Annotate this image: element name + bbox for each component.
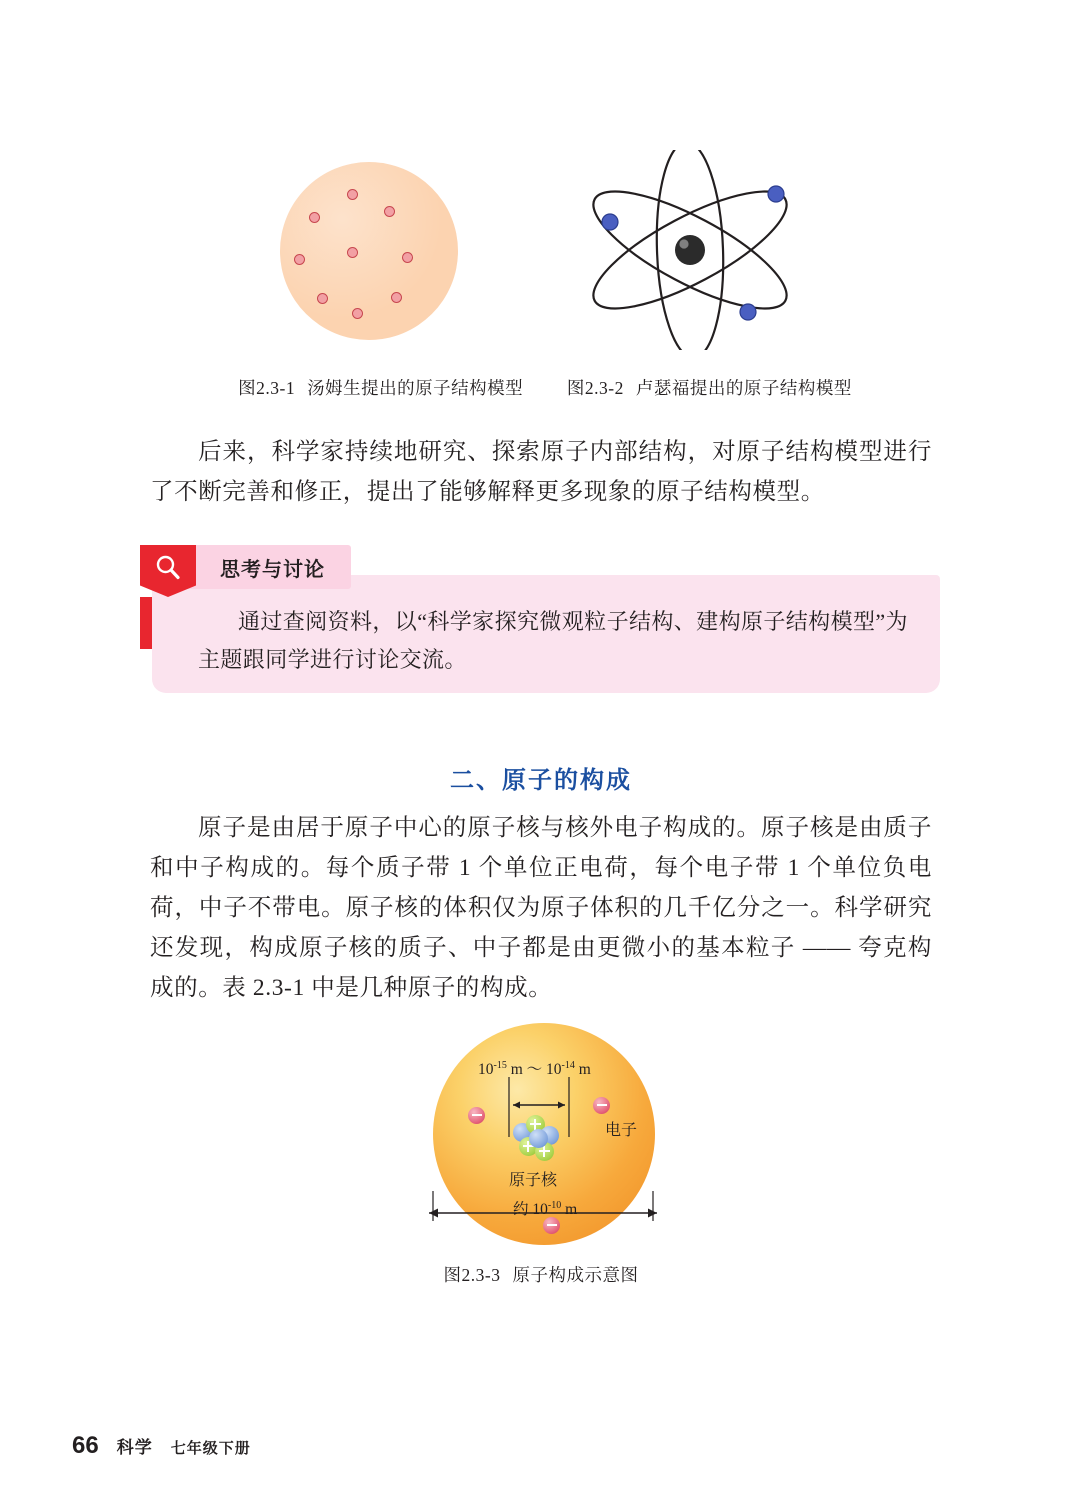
paragraph-atom-composition: 原子是由居于原子中心的原子核与核外电子构成的。原子核是由质子和中子构成的。每个质子带 1 个单位正电荷，每个电子带 1 个单位负电荷，中子不带电。原子核的体积仅为原子体积的几千亿分之一。科学研究还发现，构成原子核的质子、中子都是由更微小的基本粒子 —— 夸克构成的。表 2.3-1 中是几种原子的构成。: [150, 815, 932, 1001]
neutron-particle: [529, 1129, 548, 1148]
figure-atom-structure: [383, 1005, 703, 1255]
electron-dot: [317, 293, 328, 304]
atom-electron: [543, 1217, 560, 1234]
electron-dot: [347, 189, 358, 200]
electron-dot: [391, 292, 402, 303]
nucleus-cluster: [513, 1113, 567, 1163]
nucleus-scale-label: $10^{-15}$ m ～ $10^{-14}$ m: [478, 1059, 591, 1078]
caption-thomson-label: 图2.3-1: [238, 378, 296, 398]
electron-dot: [294, 254, 305, 265]
atom-electron: [593, 1097, 610, 1114]
think-and-discuss-box: [140, 545, 940, 693]
top-figures-row: [150, 150, 930, 350]
thomson-sphere: [280, 162, 458, 340]
section-heading: 二、原子的构成: [450, 767, 632, 794]
caption-thomson: [238, 375, 523, 400]
think-box-body: 通过查阅资料，以“科学家探究微观粒子结构、建构原子结构模型”为主题跟同学进行讨论交流。: [198, 609, 908, 672]
electron-label: 电子: [605, 1122, 638, 1139]
electron-dot: [352, 308, 363, 319]
atom-diameter-label: 约 $10^{-10}$ m: [513, 1199, 578, 1218]
figure-rutherford-model: [570, 150, 810, 350]
caption-rutherford-label: 图2.3-2: [566, 378, 624, 398]
think-box-accent-bar: [140, 597, 152, 649]
caption-rutherford-text: 卢瑟福提出的原子结构模型: [635, 378, 852, 398]
electron-dot: [347, 247, 358, 258]
atom-electron: [468, 1107, 485, 1124]
footer-subject: 科学: [116, 1438, 153, 1457]
caption-thomson-text: 汤姆生提出的原子结构模型: [307, 378, 524, 398]
electron-dot: [384, 206, 395, 217]
nucleus-label: 原子核: [509, 1172, 558, 1189]
figure-thomson-model: [280, 162, 458, 340]
caption-rutherford: [567, 375, 852, 400]
top-figure-captions: [150, 375, 940, 400]
atom-caption-text: 原子构成示意图: [512, 1265, 639, 1285]
electron-dot: [309, 212, 320, 223]
page-footer: [72, 1432, 251, 1460]
think-box-title: 思考与讨论: [152, 545, 351, 589]
atom-caption-label: 图2.3-3: [443, 1265, 501, 1285]
footer-grade: 七年级下册: [170, 1440, 251, 1457]
electron-dot: [402, 252, 413, 263]
atom-figure-caption: [0, 1262, 1082, 1287]
paragraph-history: 后来，科学家持续地研究、探索原子内部结构，对原子结构模型进行了不断完善和修正，提出了能够解释更多现象的原子结构模型。: [150, 439, 932, 505]
rutherford-orbits-svg: [570, 150, 810, 350]
page-number: 66: [72, 1432, 99, 1459]
